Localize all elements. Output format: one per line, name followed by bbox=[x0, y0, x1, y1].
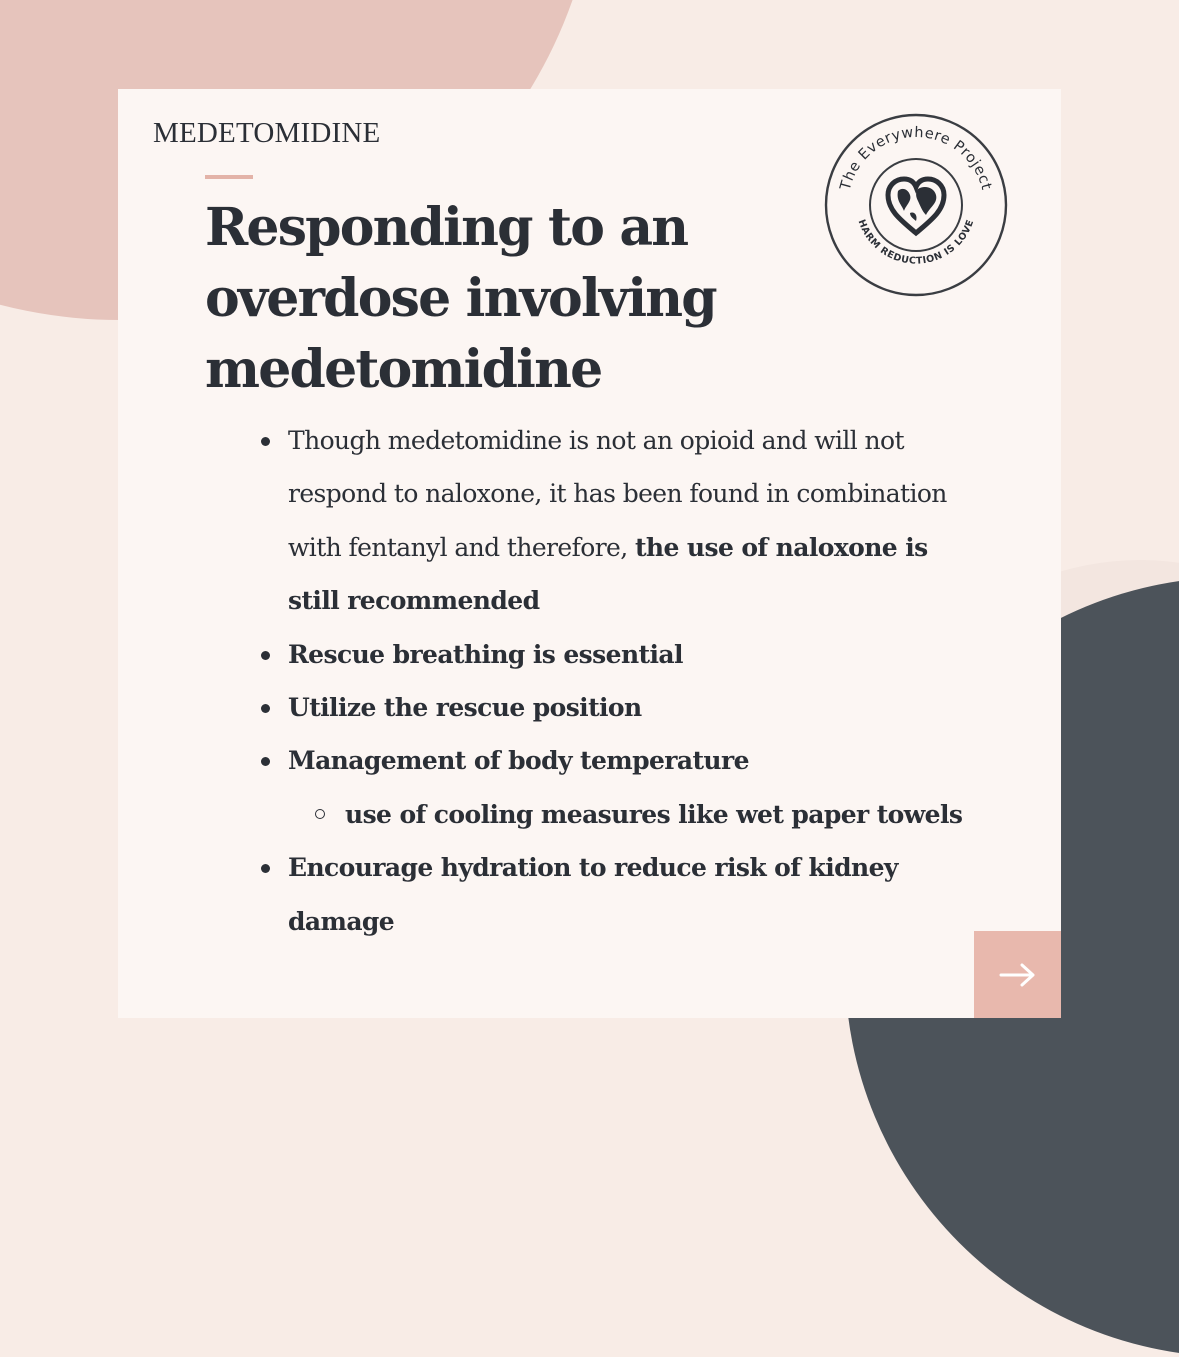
list-item bbox=[258, 841, 978, 948]
list-item-emphasis: Management of body temperature bbox=[288, 746, 749, 776]
logo-bottom-text: HARM REDUCTION IS LOVE bbox=[855, 218, 977, 267]
list-item-emphasis: the use of naloxone is still recommended bbox=[288, 532, 928, 616]
eyebrow-label: MEDETOMIDINE bbox=[153, 117, 381, 149]
list-item-emphasis: Rescue breathing is essential bbox=[288, 639, 683, 669]
list-item bbox=[258, 628, 978, 681]
sub-list-item bbox=[345, 788, 978, 841]
sub-list-item-text: use of cooling measures like wet paper towels bbox=[345, 799, 963, 829]
list-item-text: Though medetomidine is not an opioid and will not respond to naloxone, it has been found in combination with fentanyl and therefore, bbox=[288, 426, 947, 562]
list-item bbox=[258, 734, 978, 841]
list-item bbox=[258, 681, 978, 734]
list-item-emphasis: Encourage hydration to reduce risk of kidney damage bbox=[288, 853, 898, 936]
list-item-emphasis: Utilize the rescue position bbox=[288, 693, 642, 723]
list-item bbox=[258, 414, 978, 628]
content-card bbox=[118, 89, 1061, 1018]
everywhere-project-logo bbox=[818, 107, 1014, 303]
sub-list bbox=[288, 788, 978, 841]
accent-divider bbox=[205, 175, 253, 179]
next-button[interactable] bbox=[974, 931, 1061, 1018]
response-steps-list bbox=[258, 414, 978, 948]
arrow-right-icon bbox=[998, 962, 1038, 988]
logo-top-text: The Everywhere Project bbox=[837, 124, 995, 193]
page-title: Responding to an overdose involving medetomidine bbox=[205, 197, 716, 400]
